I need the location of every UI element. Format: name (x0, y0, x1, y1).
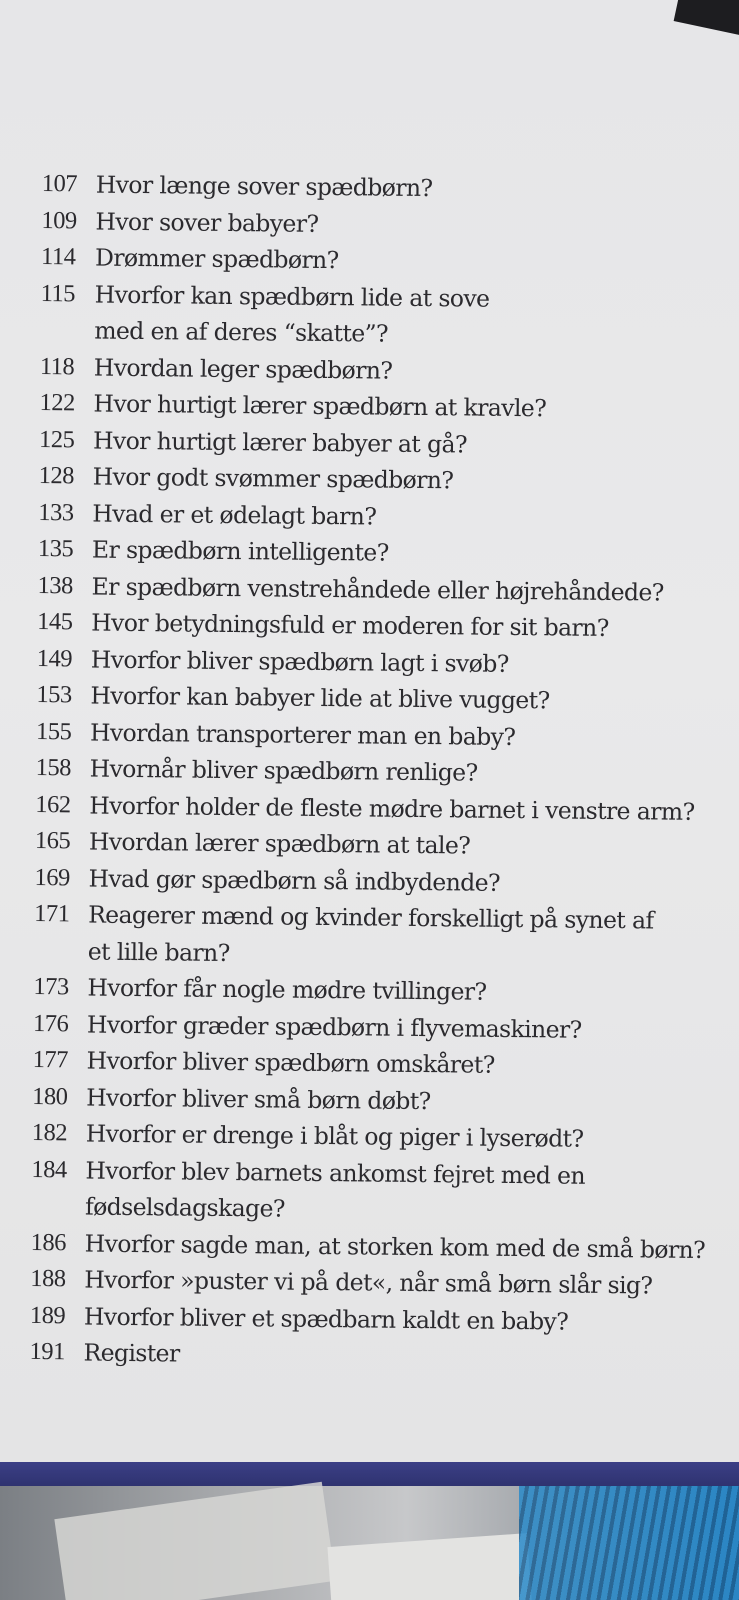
toc-entry (29, 1334, 719, 1378)
toc-title: Hvor betydningsfuld er moderen for sit barn? (91, 608, 609, 642)
toc-title: Hvad er et ødelagt barn? (92, 499, 377, 531)
toc-page-number: 145 (37, 607, 73, 636)
toc-page-number: 171 (34, 899, 70, 928)
toc-page-number: 125 (38, 425, 75, 453)
toc-title: Hvor længe sover spædbørn? (95, 170, 433, 203)
toc-title: Hvorfor kan babyer lide at blive vugget? (90, 681, 550, 715)
toc-title: Hvorfor holder de fleste mødre barnet i venstre arm? (89, 791, 695, 826)
toc-page-number: 107 (41, 169, 78, 198)
toc-title: Reagerer mænd og kvinder forskelligt på synet af et lille barn? (87, 900, 654, 967)
toc-page-number: 114 (40, 242, 76, 271)
toc-page-number: 153 (36, 680, 72, 709)
toc-page-number: 182 (31, 1118, 68, 1147)
book-cover-edge (0, 1462, 739, 1486)
toc-title: Hvorfor kan spædbørn lide at sove med en af deres “skatte”? (94, 280, 490, 348)
toc-title: Register (83, 1338, 180, 1368)
toc-title: Hvordan lærer spædbørn at tale? (88, 827, 471, 860)
toc-page-number: 184 (31, 1155, 67, 1183)
toc-page-number: 149 (36, 644, 73, 672)
toc-page-number: 155 (35, 717, 72, 745)
toc-page-number: 135 (37, 534, 74, 563)
toc-title: Er spædbørn intelligente? (91, 535, 389, 567)
toc-title: Drømmer spædbørn? (94, 243, 339, 275)
toc-title: Hvorfor er drenge i blåt og piger i lyserødt? (85, 1119, 584, 1153)
dark-corner (674, 0, 739, 38)
toc-title: Hvorfor »puster vi på det«, når små børn slår sig? (84, 1265, 653, 1300)
toc-page-number: 122 (39, 388, 75, 417)
toc-page-number: 128 (38, 461, 75, 490)
toc-page-number: 180 (32, 1082, 68, 1110)
toc-page-number: 189 (29, 1301, 66, 1329)
toc-title: Hvordan transporterer man en baby? (89, 718, 516, 751)
toc-page-number: 158 (35, 753, 72, 782)
toc-page-number: 118 (39, 352, 75, 380)
table-of-contents (29, 166, 732, 1378)
blue-cloth (519, 1486, 739, 1600)
toc-title: Hvornår bliver spædbørn renlige? (89, 754, 478, 787)
toc-title: Hvad gør spædbørn så indbydende? (88, 864, 501, 897)
toc-entry (34, 896, 725, 976)
toc-title: Hvorfor bliver spædbørn lagt i svøb? (90, 645, 509, 678)
toc-title: Hvorfor blev barnets ankomst fejret med en fødselsdagskage? (84, 1156, 586, 1223)
toc-page-number: 177 (32, 1045, 69, 1074)
toc-page-number: 109 (41, 206, 77, 234)
toc-title: Hvor godt svømmer spædbørn? (92, 462, 454, 495)
toc-title: Hvorfor bliver spædbørn omskåret? (86, 1046, 495, 1079)
toc-page-number: 188 (30, 1264, 66, 1293)
toc-title: Hvorfor bliver små børn døbt? (86, 1083, 431, 1115)
toc-title: Hvorfor får nogle mødre tvillinger? (87, 973, 487, 1006)
toc-page-number: 162 (35, 790, 71, 818)
toc-page-number: 186 (30, 1228, 67, 1256)
toc-title: Hvor hurtigt lærer spædbørn at kravle? (93, 389, 547, 423)
toc-entry (40, 275, 731, 355)
toc-title: Hvordan leger spædbørn? (93, 353, 393, 385)
toc-page-number: 133 (38, 498, 74, 526)
toc-page-number: 173 (33, 972, 69, 1001)
toc-title: Hvorfor sagde man, at storken kom med de små børn? (84, 1229, 706, 1264)
toc-page-number: 191 (29, 1337, 65, 1366)
toc-page-number: 176 (32, 1009, 69, 1037)
toc-title: Hvor sover babyer? (95, 207, 319, 238)
toc-page-number: 169 (34, 863, 70, 891)
toc-page-number: 138 (37, 571, 74, 599)
toc-title: Hvor hurtigt lærer babyer at gå? (92, 426, 468, 458)
toc-entry (31, 1151, 722, 1231)
toc-title: Hvorfor græder spædbørn i flyvemaskiner? (86, 1010, 582, 1044)
toc-title: Hvorfor bliver et spædbarn kaldt en baby? (83, 1302, 569, 1336)
toc-title: Er spædbørn venstrehåndede eller højrehåndede? (91, 572, 664, 607)
toc-page-number: 115 (40, 279, 76, 307)
toc-page-number: 165 (34, 826, 71, 855)
